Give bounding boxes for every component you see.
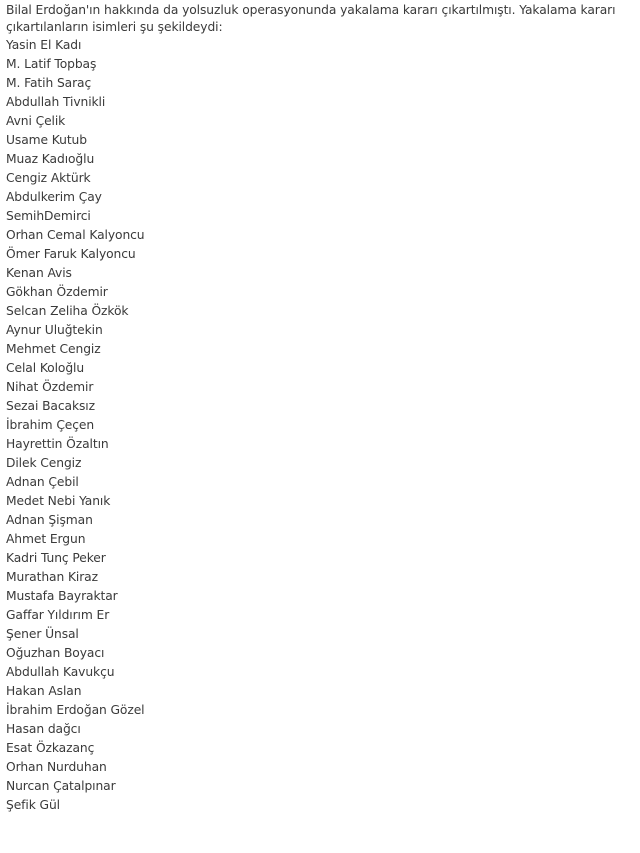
name-list-item: Celal Koloğlu (6, 361, 85, 375)
name-list-item: Ömer Faruk Kalyoncu (6, 247, 136, 261)
article-body (6, 0, 636, 815)
name-list-item: Usame Kutub (6, 133, 87, 147)
name-list-item: Cengiz Aktürk (6, 171, 91, 185)
name-list-item: Selcan Zeliha Özkök (6, 304, 129, 318)
name-list-item: Nihat Özdemir (6, 380, 94, 394)
name-list-item: Gaffar Yıldırım Er (6, 608, 110, 622)
name-list-item: Hakan Aslan (6, 684, 82, 698)
name-list-item: Medet Nebi Yanık (6, 494, 111, 508)
name-list-item: M. Fatih Saraç (6, 76, 92, 90)
name-list-item: Ahmet Ergun (6, 532, 86, 546)
name-list-item: Adnan Çebil (6, 475, 79, 489)
name-list-item: Adnan Şişman (6, 513, 93, 527)
name-list-item: Abdulkerim Çay (6, 190, 102, 204)
name-list-item: Murathan Kiraz (6, 570, 98, 584)
name-list-item: Hasan dağcı (6, 722, 81, 736)
name-list-item: Orhan Nurduhan (6, 760, 107, 774)
name-list-item: Mehmet Cengiz (6, 342, 101, 356)
name-list-item: Kenan Avis (6, 266, 72, 280)
name-list-item: İbrahim Çeçen (6, 418, 95, 432)
name-list-item: Abdullah Tivnikli (6, 95, 106, 109)
name-list-item: Şener Ünsal (6, 627, 79, 641)
name-list-item: Avni Çelik (6, 114, 66, 128)
name-list-item: İbrahim Erdoğan Gözel (6, 703, 145, 717)
name-list-item: Mustafa Bayraktar (6, 589, 118, 603)
name-list-item: Gökhan Özdemir (6, 285, 108, 299)
name-list-item: Oğuzhan Boyacı (6, 646, 105, 660)
name-list-item: Hayrettin Özaltın (6, 437, 109, 451)
name-list-item: Aynur Uluğtekin (6, 323, 103, 337)
name-list-item: Orhan Cemal Kalyoncu (6, 228, 145, 242)
name-list-item: Esat Özkazanç (6, 741, 95, 755)
name-list-item: Yasin El Kadı (6, 38, 82, 52)
intro-paragraph: Bilal Erdoğan'ın hakkında da yolsuzluk operasyonunda yakalama kararı çıkartılmıştı. Yakalama kararı çıkartılanların isimleri şu şekildeydi: (6, 3, 616, 34)
name-list-item: Şefik Gül (6, 798, 60, 812)
name-list-item: Dilek Cengiz (6, 456, 82, 470)
name-list-item: Kadri Tunç Peker (6, 551, 106, 565)
name-list-item: Nurcan Çatalpınar (6, 779, 116, 793)
name-list-item: Abdullah Kavukçu (6, 665, 115, 679)
name-list-item: M. Latif Topbaş (6, 57, 97, 71)
name-list-item: SemihDemirci (6, 209, 91, 223)
name-list-item: Muaz Kadıoğlu (6, 152, 95, 166)
names-list (6, 36, 636, 815)
name-list-item: Sezai Bacaksız (6, 399, 95, 413)
